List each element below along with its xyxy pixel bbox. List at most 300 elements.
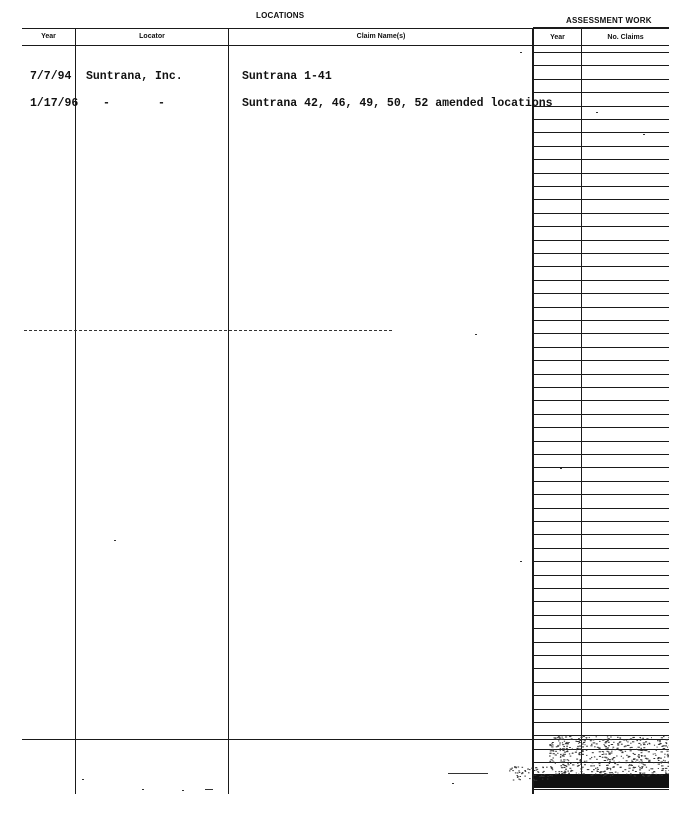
noise-dot — [566, 766, 568, 767]
noise-dot — [555, 771, 556, 772]
noise-dot — [612, 758, 614, 759]
noise-dot — [642, 773, 643, 774]
col-header-claim-names: Claim Name(s) — [356, 33, 406, 40]
noise-dot — [586, 737, 588, 738]
noise-dot — [612, 775, 613, 776]
noise-dot — [510, 769, 512, 770]
noise-dot — [663, 760, 664, 761]
noise-dot — [607, 760, 608, 761]
noise-dot — [591, 771, 593, 772]
noise-dot — [576, 749, 577, 750]
noise-dot — [567, 759, 569, 760]
noise-dot — [552, 742, 554, 743]
assessment-work-rule — [533, 655, 669, 656]
noise-dot — [586, 761, 587, 762]
assessment-work-rule — [533, 293, 669, 294]
noise-dot — [616, 762, 618, 763]
column-divider-locator — [228, 28, 229, 794]
assessment-work-rule — [533, 266, 669, 267]
noise-dot — [524, 776, 526, 777]
noise-dot — [641, 761, 642, 762]
noise-dot — [560, 762, 562, 763]
assessment-work-rule — [533, 387, 669, 388]
noise-dot — [599, 749, 601, 750]
noise-dot — [645, 758, 647, 759]
noise-dot — [608, 748, 609, 749]
noise-dot — [590, 765, 593, 766]
noise-dot — [555, 755, 557, 756]
noise-dot — [576, 752, 577, 753]
noise-dot — [555, 763, 556, 764]
noise-dot — [564, 771, 566, 772]
noise-dot — [617, 745, 619, 746]
noise-dot — [564, 752, 566, 753]
column-divider-aw-year — [581, 28, 582, 788]
scan-noise-block — [509, 736, 669, 798]
noise-dot — [660, 762, 662, 763]
assessment-work-rule — [533, 615, 669, 616]
noise-dot — [536, 767, 538, 768]
noise-dot — [562, 764, 564, 765]
assessment-work-rule — [533, 280, 669, 281]
noise-dot — [549, 756, 551, 757]
noise-dot — [560, 750, 561, 751]
row-1-locator: Suntrana, Inc. — [86, 70, 183, 83]
noise-dot — [653, 771, 655, 772]
noise-dot — [668, 770, 669, 771]
noise-dot — [625, 762, 626, 763]
noise-dot — [608, 742, 610, 743]
noise-dot — [568, 742, 570, 743]
noise-dot — [664, 754, 665, 755]
noise-dot — [590, 745, 592, 746]
noise-dot — [660, 743, 662, 744]
noise-dot — [570, 763, 571, 764]
noise-dot — [560, 748, 562, 749]
noise-dot — [603, 752, 604, 753]
noise-dot — [619, 737, 621, 738]
noise-dot — [644, 765, 646, 766]
noise-dot — [626, 760, 628, 761]
noise-dot — [622, 771, 624, 772]
noise-dot — [551, 767, 553, 768]
noise-dot — [512, 768, 514, 769]
assessment-work-rule — [533, 226, 669, 227]
noise-dot — [626, 755, 628, 756]
noise-dot — [563, 754, 564, 755]
scan-speck — [475, 334, 477, 335]
assessment-work-rule — [533, 307, 669, 308]
assessment-work-rule — [533, 414, 669, 415]
noise-dot — [593, 765, 595, 766]
noise-dot — [661, 775, 663, 776]
noise-dot — [577, 746, 579, 747]
noise-dot — [653, 754, 654, 755]
noise-dot — [646, 738, 648, 739]
noise-dot — [579, 749, 581, 750]
noise-dot — [578, 774, 579, 775]
noise-dot — [652, 772, 654, 773]
noise-dot — [559, 743, 561, 744]
noise-dot — [534, 770, 536, 771]
noise-dot — [591, 757, 592, 758]
noise-dot — [558, 771, 560, 772]
noise-dot — [616, 756, 617, 757]
assessment-work-rule — [533, 601, 669, 602]
noise-dot — [599, 756, 601, 757]
noise-dot — [627, 741, 628, 742]
noise-dot — [648, 751, 650, 752]
noise-dot — [559, 773, 560, 774]
col-header-aw-year: Year — [550, 34, 565, 41]
noise-dot — [666, 739, 668, 740]
noise-dot — [665, 768, 667, 769]
noise-dot — [609, 753, 610, 754]
noise-dot — [577, 763, 578, 764]
locations-title: LOCATIONS — [256, 11, 305, 20]
noise-dot — [592, 774, 594, 775]
noise-dot — [564, 741, 565, 742]
noise-dot — [541, 775, 543, 776]
noise-dot — [566, 746, 568, 747]
noise-dot — [553, 750, 554, 751]
noise-dot — [593, 769, 595, 770]
noise-dot — [582, 750, 584, 751]
noise-dot — [521, 773, 523, 774]
noise-dot — [563, 756, 565, 757]
noise-dot — [599, 741, 600, 742]
noise-dot — [596, 736, 597, 737]
noise-dot — [628, 771, 629, 772]
assessment-work-title: ASSESSMENT WORK — [566, 16, 652, 25]
noise-dot — [513, 780, 515, 781]
noise-dot — [638, 743, 640, 744]
noise-dot — [576, 759, 578, 760]
noise-dot — [635, 762, 636, 763]
noise-dot — [638, 754, 640, 755]
assessment-work-rule — [533, 441, 669, 442]
noise-dot — [611, 772, 613, 773]
noise-dot — [604, 771, 605, 772]
noise-dot — [617, 764, 619, 765]
noise-dot — [630, 773, 631, 774]
noise-dot — [655, 774, 657, 775]
noise-dot — [612, 749, 613, 750]
noise-dot — [534, 780, 536, 781]
noise-dot — [626, 740, 627, 741]
noise-dot — [599, 751, 601, 752]
noise-dot — [590, 740, 592, 741]
noise-dot — [549, 744, 551, 745]
noise-dot — [632, 770, 634, 771]
noise-dot — [560, 754, 562, 755]
noise-dot — [567, 750, 568, 751]
noise-dot — [579, 754, 581, 755]
noise-dot — [611, 744, 613, 745]
noise-dot — [568, 764, 570, 765]
assessment-work-rule — [533, 548, 669, 549]
noise-dot — [643, 743, 645, 744]
assessment-work-rule — [533, 92, 669, 93]
noise-dot — [661, 751, 663, 752]
noise-dot — [582, 746, 584, 747]
assessment-work-rule — [533, 521, 669, 522]
col-header-no-claims: No. Claims — [607, 34, 644, 41]
noise-dot — [552, 769, 554, 770]
noise-dot — [587, 769, 590, 770]
noise-dot — [543, 776, 545, 777]
noise-dot — [557, 753, 558, 754]
noise-dot — [630, 743, 631, 744]
noise-dot — [519, 772, 521, 773]
noise-dot — [613, 757, 615, 758]
noise-dot — [529, 769, 531, 770]
noise-dot — [593, 742, 596, 743]
assessment-work-rule — [533, 588, 669, 589]
midline-dashes — [24, 330, 392, 332]
noise-dot — [592, 752, 594, 753]
noise-dot — [668, 737, 669, 738]
noise-dot — [509, 770, 511, 771]
noise-dot — [555, 739, 557, 740]
noise-dot — [659, 741, 661, 742]
noise-dot — [578, 765, 580, 766]
noise-dot — [584, 740, 586, 741]
noise-dot — [640, 750, 642, 751]
assessment-work-rule — [533, 534, 669, 535]
noise-dot — [527, 769, 529, 770]
noise-dot — [647, 744, 648, 745]
noise-dot — [641, 760, 642, 761]
noise-dot — [640, 737, 642, 738]
noise-dot — [613, 773, 614, 774]
noise-dot — [629, 768, 631, 769]
noise-dot — [636, 740, 638, 741]
noise-dot — [642, 738, 644, 739]
noise-dot — [582, 754, 584, 755]
noise-dot — [636, 760, 638, 761]
noise-dot — [572, 753, 573, 754]
noise-dot — [630, 774, 632, 775]
noise-dot — [564, 773, 566, 774]
noise-dot — [604, 745, 605, 746]
assessment-work-rule — [533, 575, 669, 576]
noise-dot — [658, 758, 660, 759]
noise-dot — [668, 766, 670, 767]
assessment-work-rule — [533, 427, 669, 428]
noise-dot — [563, 746, 565, 747]
noise-dot — [613, 747, 615, 748]
noise-dot — [631, 747, 633, 748]
noise-dot — [667, 756, 669, 757]
noise-dot — [603, 754, 604, 755]
noise-dot — [561, 767, 563, 768]
noise-dot — [644, 756, 646, 757]
col-header-year: Year — [41, 33, 56, 40]
column-divider-claims — [532, 28, 534, 794]
assessment-work-rule — [533, 173, 669, 174]
noise-dot — [667, 751, 669, 752]
noise-dot — [662, 745, 664, 746]
noise-dot — [547, 779, 549, 780]
noise-dot — [651, 737, 652, 738]
noise-dot — [647, 776, 649, 777]
noise-dot — [546, 767, 548, 768]
noise-dot — [631, 761, 633, 762]
assessment-work-rule — [533, 52, 669, 53]
noise-dot — [609, 763, 610, 764]
noise-dot — [632, 741, 634, 742]
scan-speck — [448, 773, 488, 774]
noise-dot — [643, 744, 646, 745]
row-2-claim: Suntrana 42, 46, 49, 50, 52 amended locations — [242, 97, 553, 110]
noise-dot — [652, 768, 653, 769]
noise-dot — [596, 743, 598, 744]
noise-dot — [620, 750, 622, 751]
noise-dot — [649, 770, 650, 771]
noise-dot — [667, 747, 668, 748]
noise-dot — [533, 775, 535, 776]
noise-dot — [607, 736, 608, 737]
noise-dot — [633, 767, 635, 768]
noise-dot — [609, 761, 610, 762]
noise-dot — [612, 767, 614, 768]
noise-dot — [617, 737, 619, 738]
noise-dot — [629, 765, 631, 766]
noise-dot — [560, 756, 561, 757]
noise-dot — [644, 776, 645, 777]
noise-dot — [631, 765, 633, 766]
assessment-work-rule — [533, 642, 669, 643]
noise-dot — [552, 775, 554, 776]
noise-dot — [658, 760, 660, 761]
assessment-work-rule — [533, 722, 669, 723]
assessment-work-rule — [533, 79, 669, 80]
header-top-rule-aw — [533, 27, 669, 28]
assessment-work-rule — [533, 668, 669, 669]
noise-dot — [631, 760, 632, 761]
noise-dot — [525, 771, 527, 772]
noise-dot — [551, 743, 552, 744]
noise-dot — [569, 747, 571, 748]
noise-dot — [549, 745, 551, 746]
noise-dot — [650, 774, 652, 775]
column-divider-year — [75, 28, 76, 794]
noise-dot — [552, 745, 553, 746]
noise-dot — [593, 739, 595, 740]
noise-dot — [620, 739, 621, 740]
noise-dot — [640, 740, 642, 741]
noise-dot — [586, 755, 587, 756]
assessment-work-rule — [533, 213, 669, 214]
noise-dot — [617, 773, 618, 774]
scan-speck — [452, 783, 454, 784]
noise-dot — [553, 753, 555, 754]
noise-dot — [641, 755, 643, 756]
assessment-work-rule — [533, 400, 669, 401]
assessment-work-rule — [533, 374, 669, 375]
assessment-work-rule — [533, 695, 669, 696]
scan-speck — [142, 789, 144, 790]
noise-dot — [576, 741, 578, 742]
noise-dot — [555, 751, 557, 752]
assessment-work-rule — [533, 508, 669, 509]
noise-dot — [579, 742, 581, 743]
noise-dot — [659, 774, 660, 775]
noise-dot — [628, 756, 630, 757]
noise-dot — [515, 772, 517, 773]
noise-dot — [626, 774, 627, 775]
noise-dot — [552, 760, 553, 761]
noise-dot — [544, 774, 546, 775]
noise-dot — [565, 769, 567, 770]
noise-dot — [557, 746, 559, 747]
noise-dot — [595, 774, 596, 775]
noise-dot — [609, 754, 611, 755]
row-1-year: 7/7/94 — [30, 70, 72, 83]
noise-dot — [597, 747, 599, 748]
noise-dot — [520, 776, 522, 777]
noise-dot — [577, 748, 579, 749]
noise-dot — [565, 772, 566, 773]
scan-speck — [114, 540, 116, 541]
noise-dot — [563, 761, 565, 762]
noise-dot — [569, 753, 570, 754]
assessment-work-rule — [533, 132, 669, 133]
noise-dot — [646, 741, 648, 742]
noise-dot — [639, 762, 641, 763]
noise-dot — [592, 762, 594, 763]
noise-dot — [635, 771, 637, 772]
assessment-work-rule — [533, 682, 669, 683]
noise-dot — [568, 773, 570, 774]
noise-dot — [555, 774, 558, 775]
noise-dot — [602, 757, 604, 758]
noise-dot — [551, 750, 552, 751]
noise-dot — [662, 768, 664, 769]
noise-dot — [605, 742, 607, 743]
noise-dot — [630, 738, 632, 739]
noise-dot — [603, 776, 604, 777]
noise-dot — [564, 765, 566, 766]
noise-dot — [599, 765, 601, 766]
noise-dot — [608, 759, 610, 760]
noise-dot — [610, 753, 612, 754]
noise-dot — [558, 740, 559, 741]
noise-dot — [665, 773, 667, 774]
noise-dot — [576, 773, 577, 774]
noise-dot — [614, 763, 616, 764]
noise-dot — [578, 738, 580, 739]
noise-dot — [636, 749, 637, 750]
row-2-locator-mark-1: - — [103, 97, 110, 110]
noise-dot — [617, 743, 619, 744]
noise-dot — [589, 737, 590, 738]
noise-dot — [550, 761, 551, 762]
noise-dot — [518, 767, 520, 768]
noise-dot — [580, 740, 581, 741]
assessment-work-rule — [533, 320, 669, 321]
noise-dot — [522, 772, 524, 773]
row-2-year: 1/17/96 — [30, 97, 79, 110]
assessment-work-rule — [533, 347, 669, 348]
noise-dot — [621, 744, 623, 745]
noise-dot — [582, 773, 584, 774]
noise-dot — [620, 767, 622, 768]
noise-dot — [639, 772, 641, 773]
col-header-locator: Locator — [139, 33, 165, 40]
noise-dot — [562, 744, 564, 745]
